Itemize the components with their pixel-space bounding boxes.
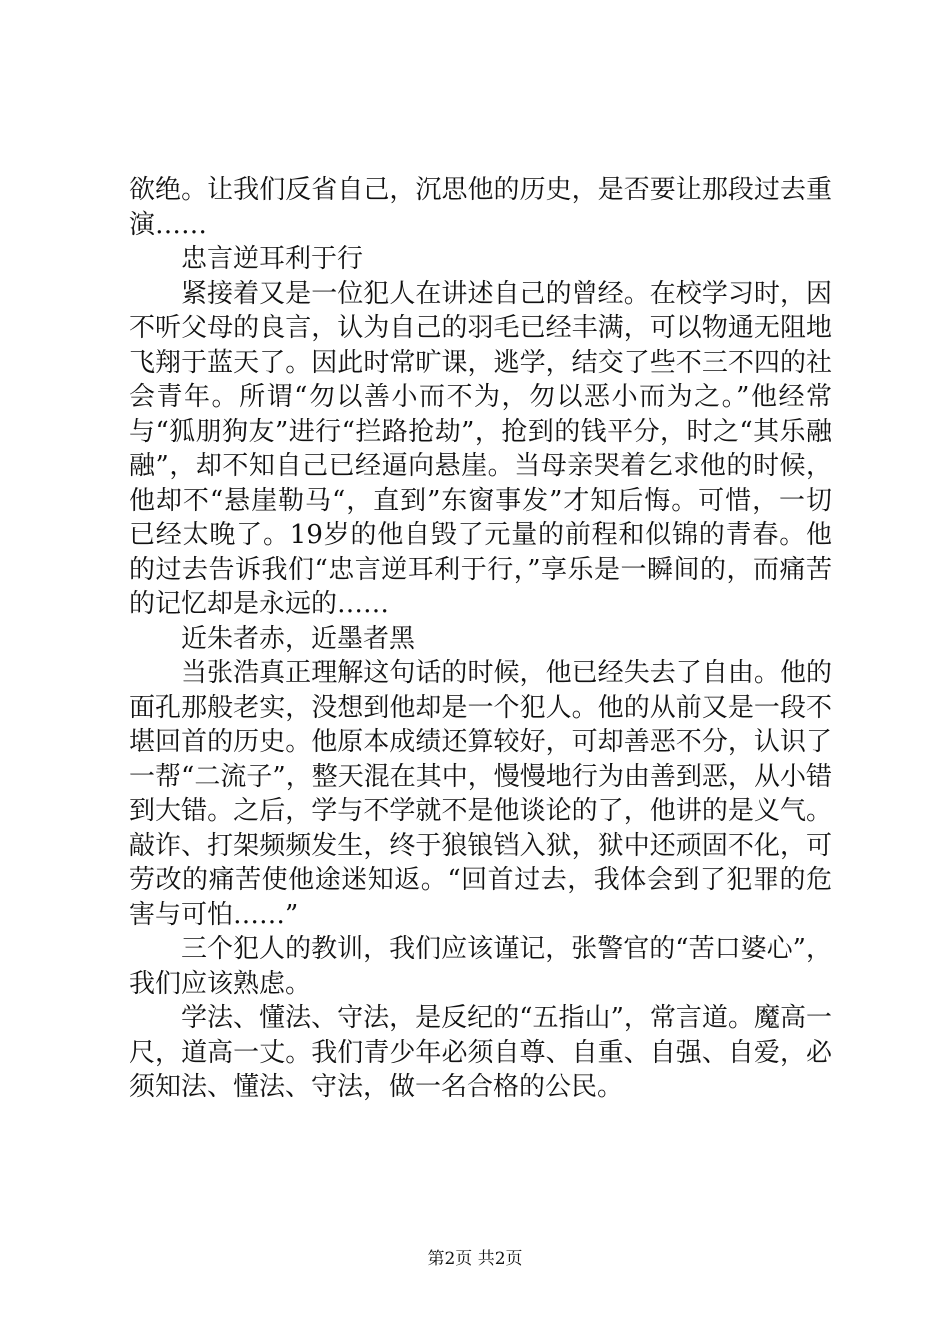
paragraph-continuation: 欲绝。让我们反省自己，沉思他的历史，是否要让那段过去重演…… xyxy=(129,175,832,240)
paragraph-conclusion: 学法、懂法、守法，是反纪的“五指山”，常言道。魔高一尺，道高一丈。我们青少年必须自尊、自重、自强、自爱，必须知法、懂法、守法，做一名合格的公民。 xyxy=(129,1003,832,1102)
paragraph-zhang-hao: 当张浩真正理解这句话的时候，他已经失去了自由。他的面孔那般老实，没想到他却是一个犯人。他的从前又是一段不堪回首的历史。他原本成绩还算较好，可却善恶不分，认识了一帮“二流子”，整天混在其中，慢慢地行为由善到恶，从小错到大错。之后，学与不学就不是他谈论的了，他讲的是义气。敲诈、打架频频发生，终于狼锒铛入狱，狱中还顽固不化，可劳改的痛苦使他途迷知返。“回首过去，我体会到了犯罪的危害与可怕……” xyxy=(129,658,832,930)
paragraph-second-prisoner: 紧接着又是一位犯人在讲述自己的曾经。在校学习时，因不听父母的良言，认为自己的羽毛已经丰满，可以物通无阻地飞翔于蓝天了。因此时常旷课，逃学，结交了些不三不四的社会青年。所谓“勿以善小而不为，勿以恶小而为之。”他经常与“狐朋狗友”进行“拦路抢劫”，抢到的钱平分，时之“其乐融融”，却不知自己已经逼向悬崖。当母亲哭着乞求他的时候，他却不“悬崖勒马“，直到”东窗事发”才知后悔。可惜，一切已经太晚了。19岁的他自毁了元量的前程和似锦的青春。他的过去告诉我们“忠言逆耳利于行，”享乐是一瞬间的，而痛苦的记忆却是永远的…… xyxy=(129,278,832,619)
section-heading-advice: 忠言逆耳利于行 xyxy=(181,244,364,274)
section-heading-company: 近朱者赤，近墨者黑 xyxy=(181,623,416,654)
page-number-footer: 第2页 共2页 xyxy=(427,1249,523,1269)
paragraph-lessons: 三个犯人的教训，我们应该谨记，张警官的“苦口婆心”，我们应该熟虑。 xyxy=(129,934,832,999)
document-body xyxy=(129,173,832,1105)
